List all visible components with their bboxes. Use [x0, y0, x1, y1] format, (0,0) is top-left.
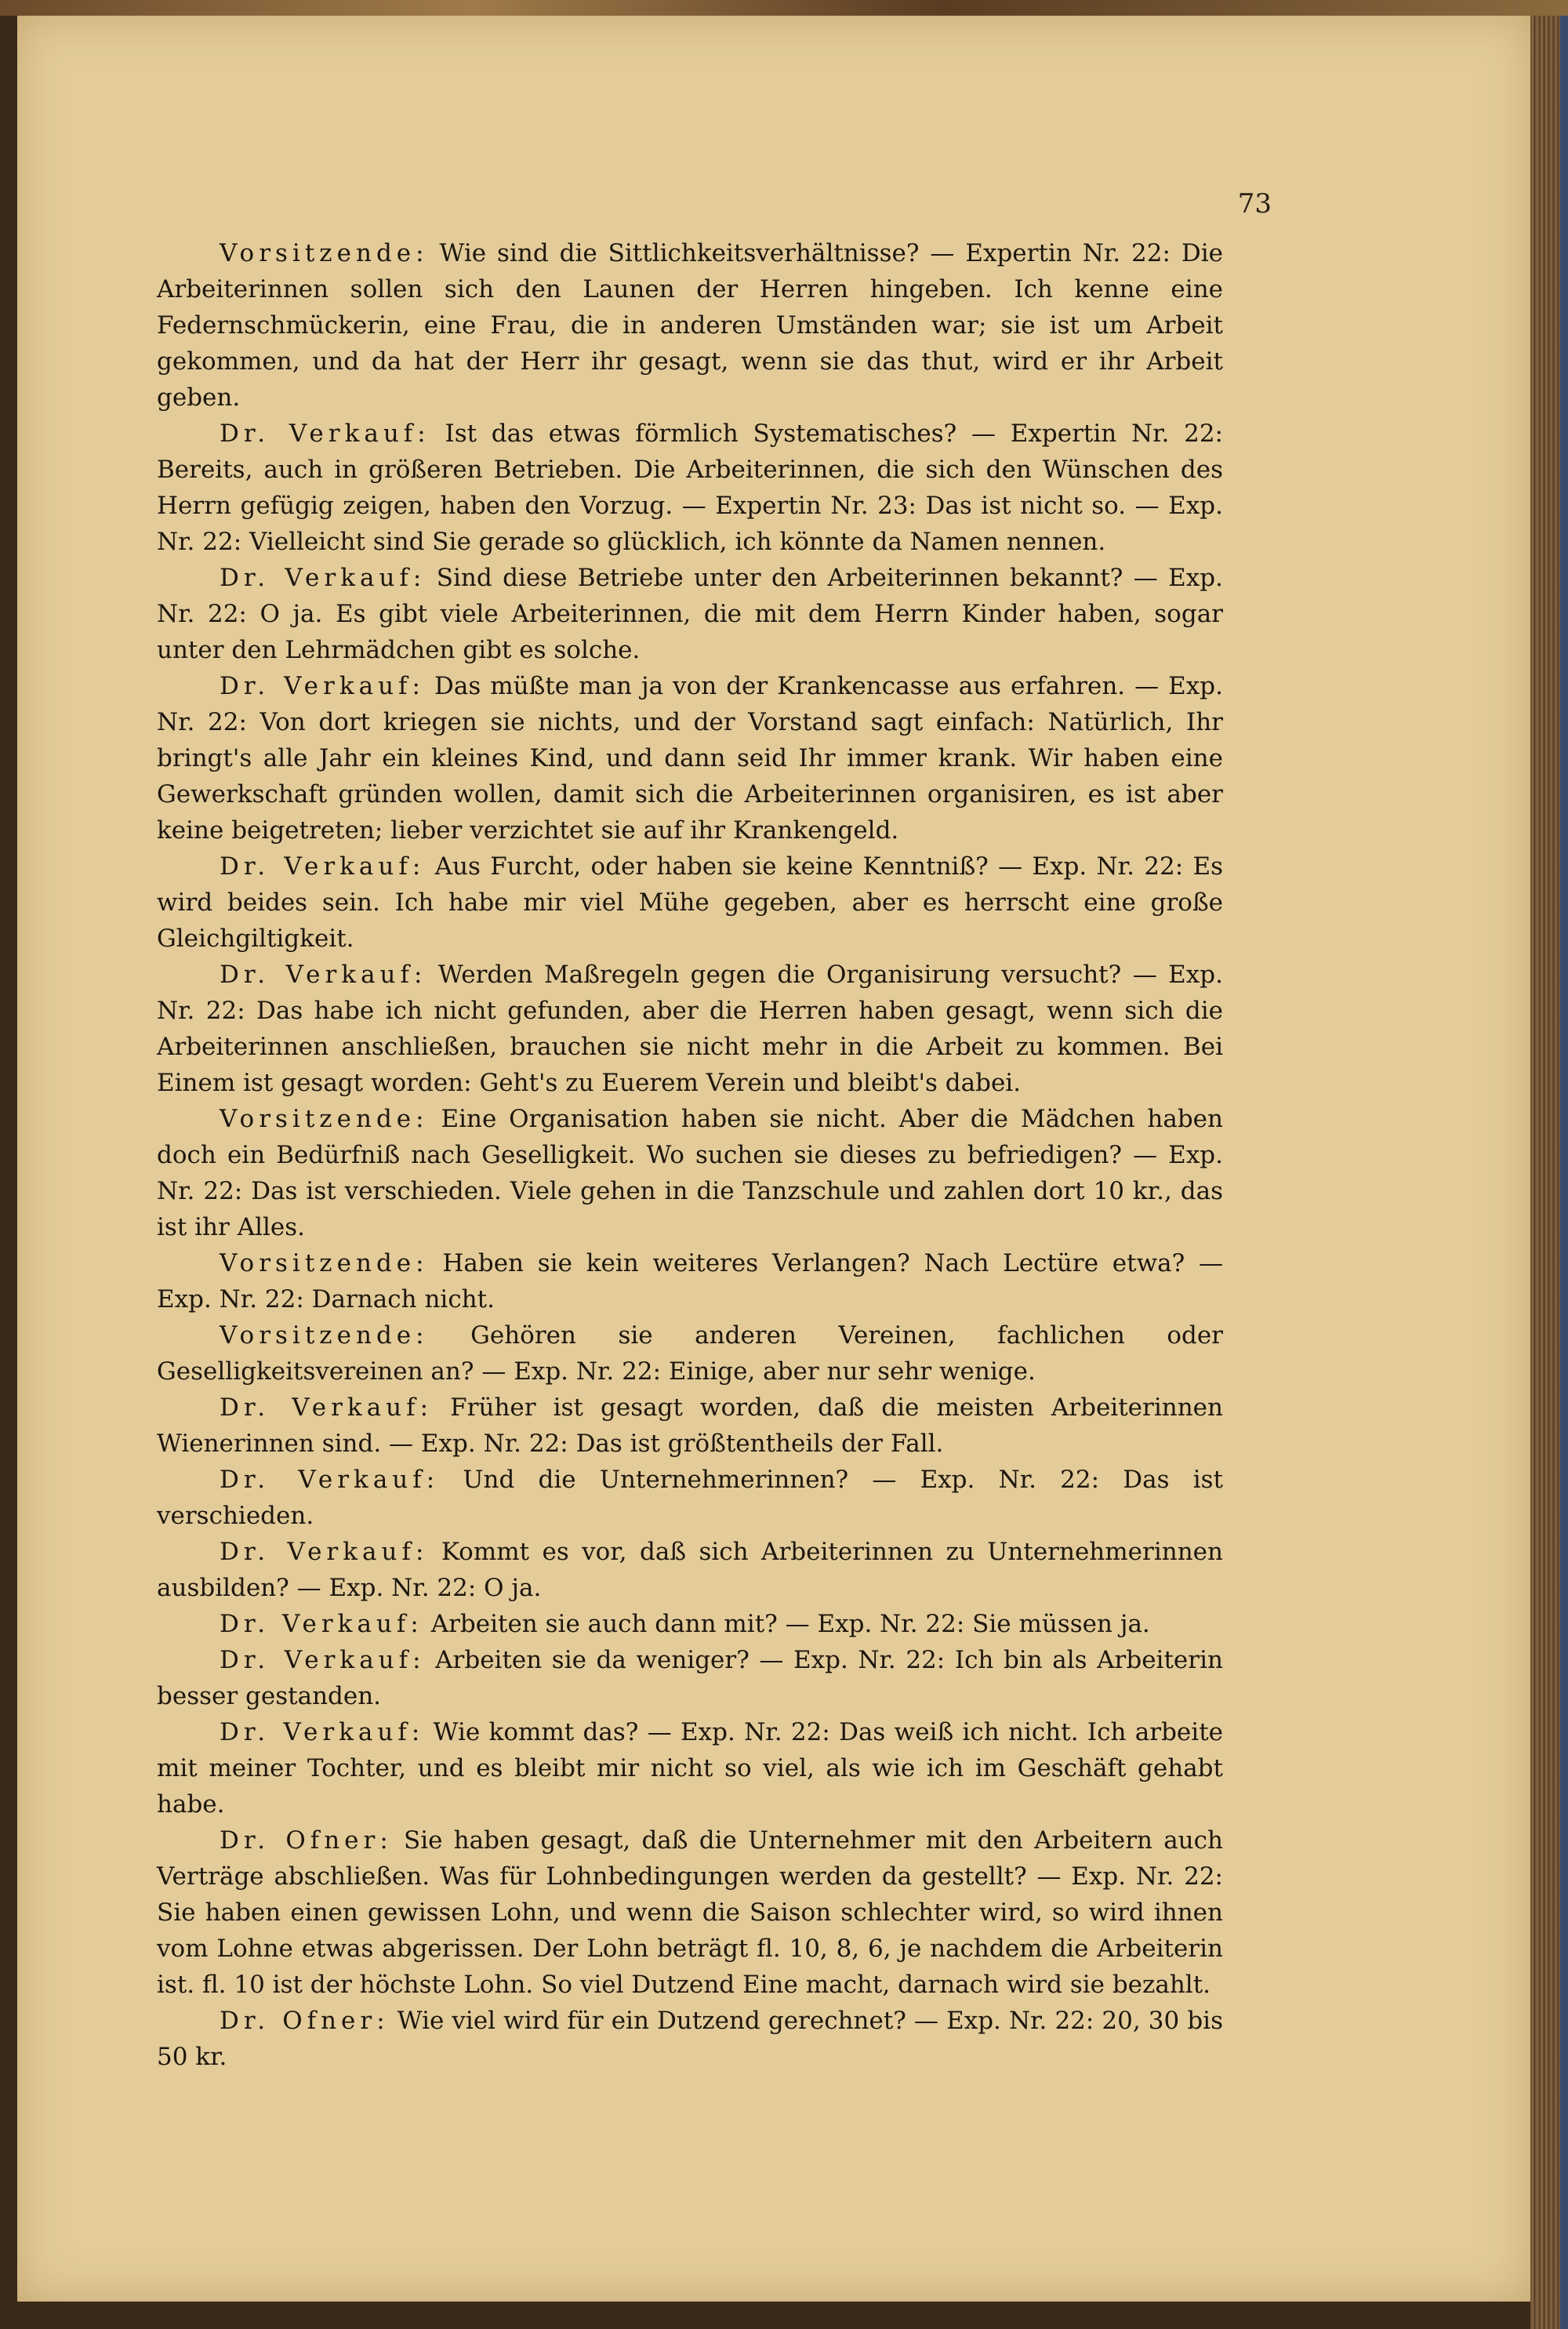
paragraph: [157, 1317, 1223, 1390]
speaker: Dr. Ofner:: [220, 1826, 393, 1855]
paragraph-text: Arbeiten sie da weniger? — Exp. Nr. 22: Ich bin als Arbeiterin besser gestanden.: [157, 1646, 1223, 1710]
speaker: Dr. Verkauf:: [220, 420, 430, 448]
paragraph: [157, 1606, 1223, 1642]
speaker: Vorsitzende:: [220, 1105, 429, 1133]
paragraph-text: Und die Unternehmerinnen? — Exp. Nr. 22: Das ist verschieden.: [157, 1466, 1223, 1530]
speaker: Vorsitzende:: [220, 1321, 429, 1350]
paragraph-text: Aus Furcht, oder haben sie keine Kenntniß? — Exp. Nr. 22: Es wird beides sein. Ich habe mir viel Mühe gegeben, aber es herrscht eine große Gleichgiltigkeit.: [157, 852, 1223, 953]
paragraph-text: Ist das etwas förmlich Systematisches? — Expertin Nr. 22: Bereits, auch in größeren Betrieben. Die Arbeiterinnen, die sich den Wünschen des Herrn gefügig zeigen, haben den Vorzug. — Expertin Nr. 23: Das ist nicht so. — Exp. Nr. 22: Vielleicht sind Sie gerade so glücklich, ich könnte da Namen nennen.: [157, 420, 1223, 556]
paragraph-text: Das müßte man ja von der Krankencasse aus erfahren. — Exp. Nr. 22: Von dort kriegen sie nichts, und der Vorstand sagt einfach: Natürlich, Ihr bringt's alle Jahr ein kleines Kind, und dann seid Ihr immer krank. Wir haben eine Gewerkschaft gründen wollen, damit sich die Arbeiterinnen organisiren, es ist aber keine beigetreten; lieber verzichtet sie auf ihr Krankengeld.: [157, 672, 1223, 845]
speaker: Vorsitzende:: [220, 239, 429, 267]
book-top-edge: [0, 0, 1568, 16]
book-cover-edge: [1560, 16, 1568, 2329]
speaker: Dr. Verkauf:: [220, 1393, 434, 1422]
paragraph: [157, 2003, 1223, 2075]
paragraph: [157, 1714, 1223, 1822]
paragraph: [157, 1462, 1223, 1534]
paragraph: [157, 235, 1223, 416]
paragraph-text: Arbeiten sie auch dann mit? — Exp. Nr. 22: Sie müssen ja.: [423, 1610, 1150, 1638]
paragraph: [157, 1245, 1223, 1317]
paragraph-text: Gehören sie anderen Vereinen, fachlichen oder Geselligkeitsvereinen an? — Exp. Nr. 22: Einige, aber nur sehr wenige.: [157, 1321, 1223, 1386]
speaker: Dr. Verkauf:: [220, 672, 425, 700]
paragraph: [157, 1101, 1223, 1245]
speaker: Vorsitzende:: [220, 1249, 429, 1277]
paragraph-text: Werden Maßregeln gegen die Organisirung versucht? — Exp. Nr. 22: Das habe ich nicht gefunden, aber die Herren haben gesagt, wenn sich die Arbeiterinnen anschließen, brauchen sie nicht mehr in die Arbeit zu kommen. Bei Einem ist gesagt worden: Geht's zu Euerem Verein und bleibt's dabei.: [157, 961, 1223, 1097]
speaker: Dr. Verkauf:: [220, 1718, 425, 1746]
paragraph-text: Kommt es vor, daß sich Arbeiterinnen zu Unternehmerinnen ausbilden? — Exp. Nr. 22: O ja.: [157, 1538, 1223, 1602]
paragraph-text: Wie viel wird für ein Dutzend gerechnet? — Exp. Nr. 22: 20, 30 bis 50 kr.: [157, 2007, 1223, 2071]
paragraph-text: Wie kommt das? — Exp. Nr. 22: Das weiß ich nicht. Ich arbeite mit meiner Tochter, und es bleibt mir nicht so viel, als wie ich im Geschäft gehabt habe.: [157, 1718, 1223, 1819]
page-body: [157, 235, 1223, 2075]
paragraph: [157, 1534, 1223, 1606]
speaker: Dr. Verkauf:: [220, 564, 426, 592]
speaker: Dr. Verkauf:: [220, 1538, 429, 1566]
paragraph: [157, 1642, 1223, 1714]
speaker: Dr. Ofner:: [220, 2007, 390, 2035]
paragraph-text: Eine Organisation haben sie nicht. Aber die Mädchen haben doch ein Bedürfniß nach Geselligkeit. Wo suchen sie dieses zu befriedigen? — Exp. Nr. 22: Das ist verschieden. Viele gehen in die Tanzschule und zahlen dort 10 kr., das ist ihr Alles.: [157, 1105, 1223, 1241]
speaker: Dr. Verkauf:: [220, 961, 427, 989]
paragraph-text: Haben sie kein weiteres Verlangen? Nach Lectüre etwa? — Exp. Nr. 22: Darnach nicht.: [157, 1249, 1223, 1313]
paragraph: [157, 1390, 1223, 1462]
paragraph: [157, 560, 1223, 668]
speaker: Dr. Verkauf:: [220, 852, 426, 881]
paragraph-text: Früher ist gesagt worden, daß die meisten Arbeiterinnen Wienerinnen sind. — Exp. Nr. 22: Das ist größtentheils der Fall.: [157, 1393, 1223, 1458]
paragraph: [157, 848, 1223, 957]
paragraph-text: Sie haben gesagt, daß die Unternehmer mit den Arbeitern auch Verträge abschließen. Was für Lohnbedingungen werden da gestellt? — Exp. Nr. 22: Sie haben einen gewissen Lohn, und wenn die Saison schlechter wird, so wird ihnen vom Lohne etwas abgerissen. Der Lohn beträgt fl. 10, 8, 6, je nachdem die Arbeiterin ist. fl. 10 ist der höchste Lohn. So viel Dutzend Eine macht, darnach wird sie bezahlt.: [157, 1826, 1223, 1999]
speaker: Dr. Verkauf:: [220, 1610, 423, 1638]
paragraph: [157, 668, 1223, 848]
paragraph-text: Sind diese Betriebe unter den Arbeiterinnen bekannt? — Exp. Nr. 22: O ja. Es gibt viele Arbeiterinnen, die mit dem Herrn Kinder haben, sogar unter den Lehrmädchen gibt es solche.: [157, 564, 1223, 664]
paragraph: [157, 416, 1223, 560]
paragraph: [157, 957, 1223, 1101]
paragraph: [157, 1822, 1223, 2003]
speaker: Dr. Verkauf:: [220, 1646, 426, 1674]
page-number: 73: [1237, 188, 1272, 220]
paragraph-text: Wie sind die Sittlichkeitsverhältnisse? — Expertin Nr. 22: Die Arbeiterinnen sollen sich den Launen der Herren hingeben. Ich kenne eine Federnschmückerin, eine Frau, die in anderen Umständen war; sie ist um Arbeit gekommen, und da hat der Herr ihr gesagt, wenn sie das thut, wird er ihr Arbeit geben.: [157, 239, 1223, 412]
speaker: Dr. Verkauf:: [220, 1466, 440, 1494]
